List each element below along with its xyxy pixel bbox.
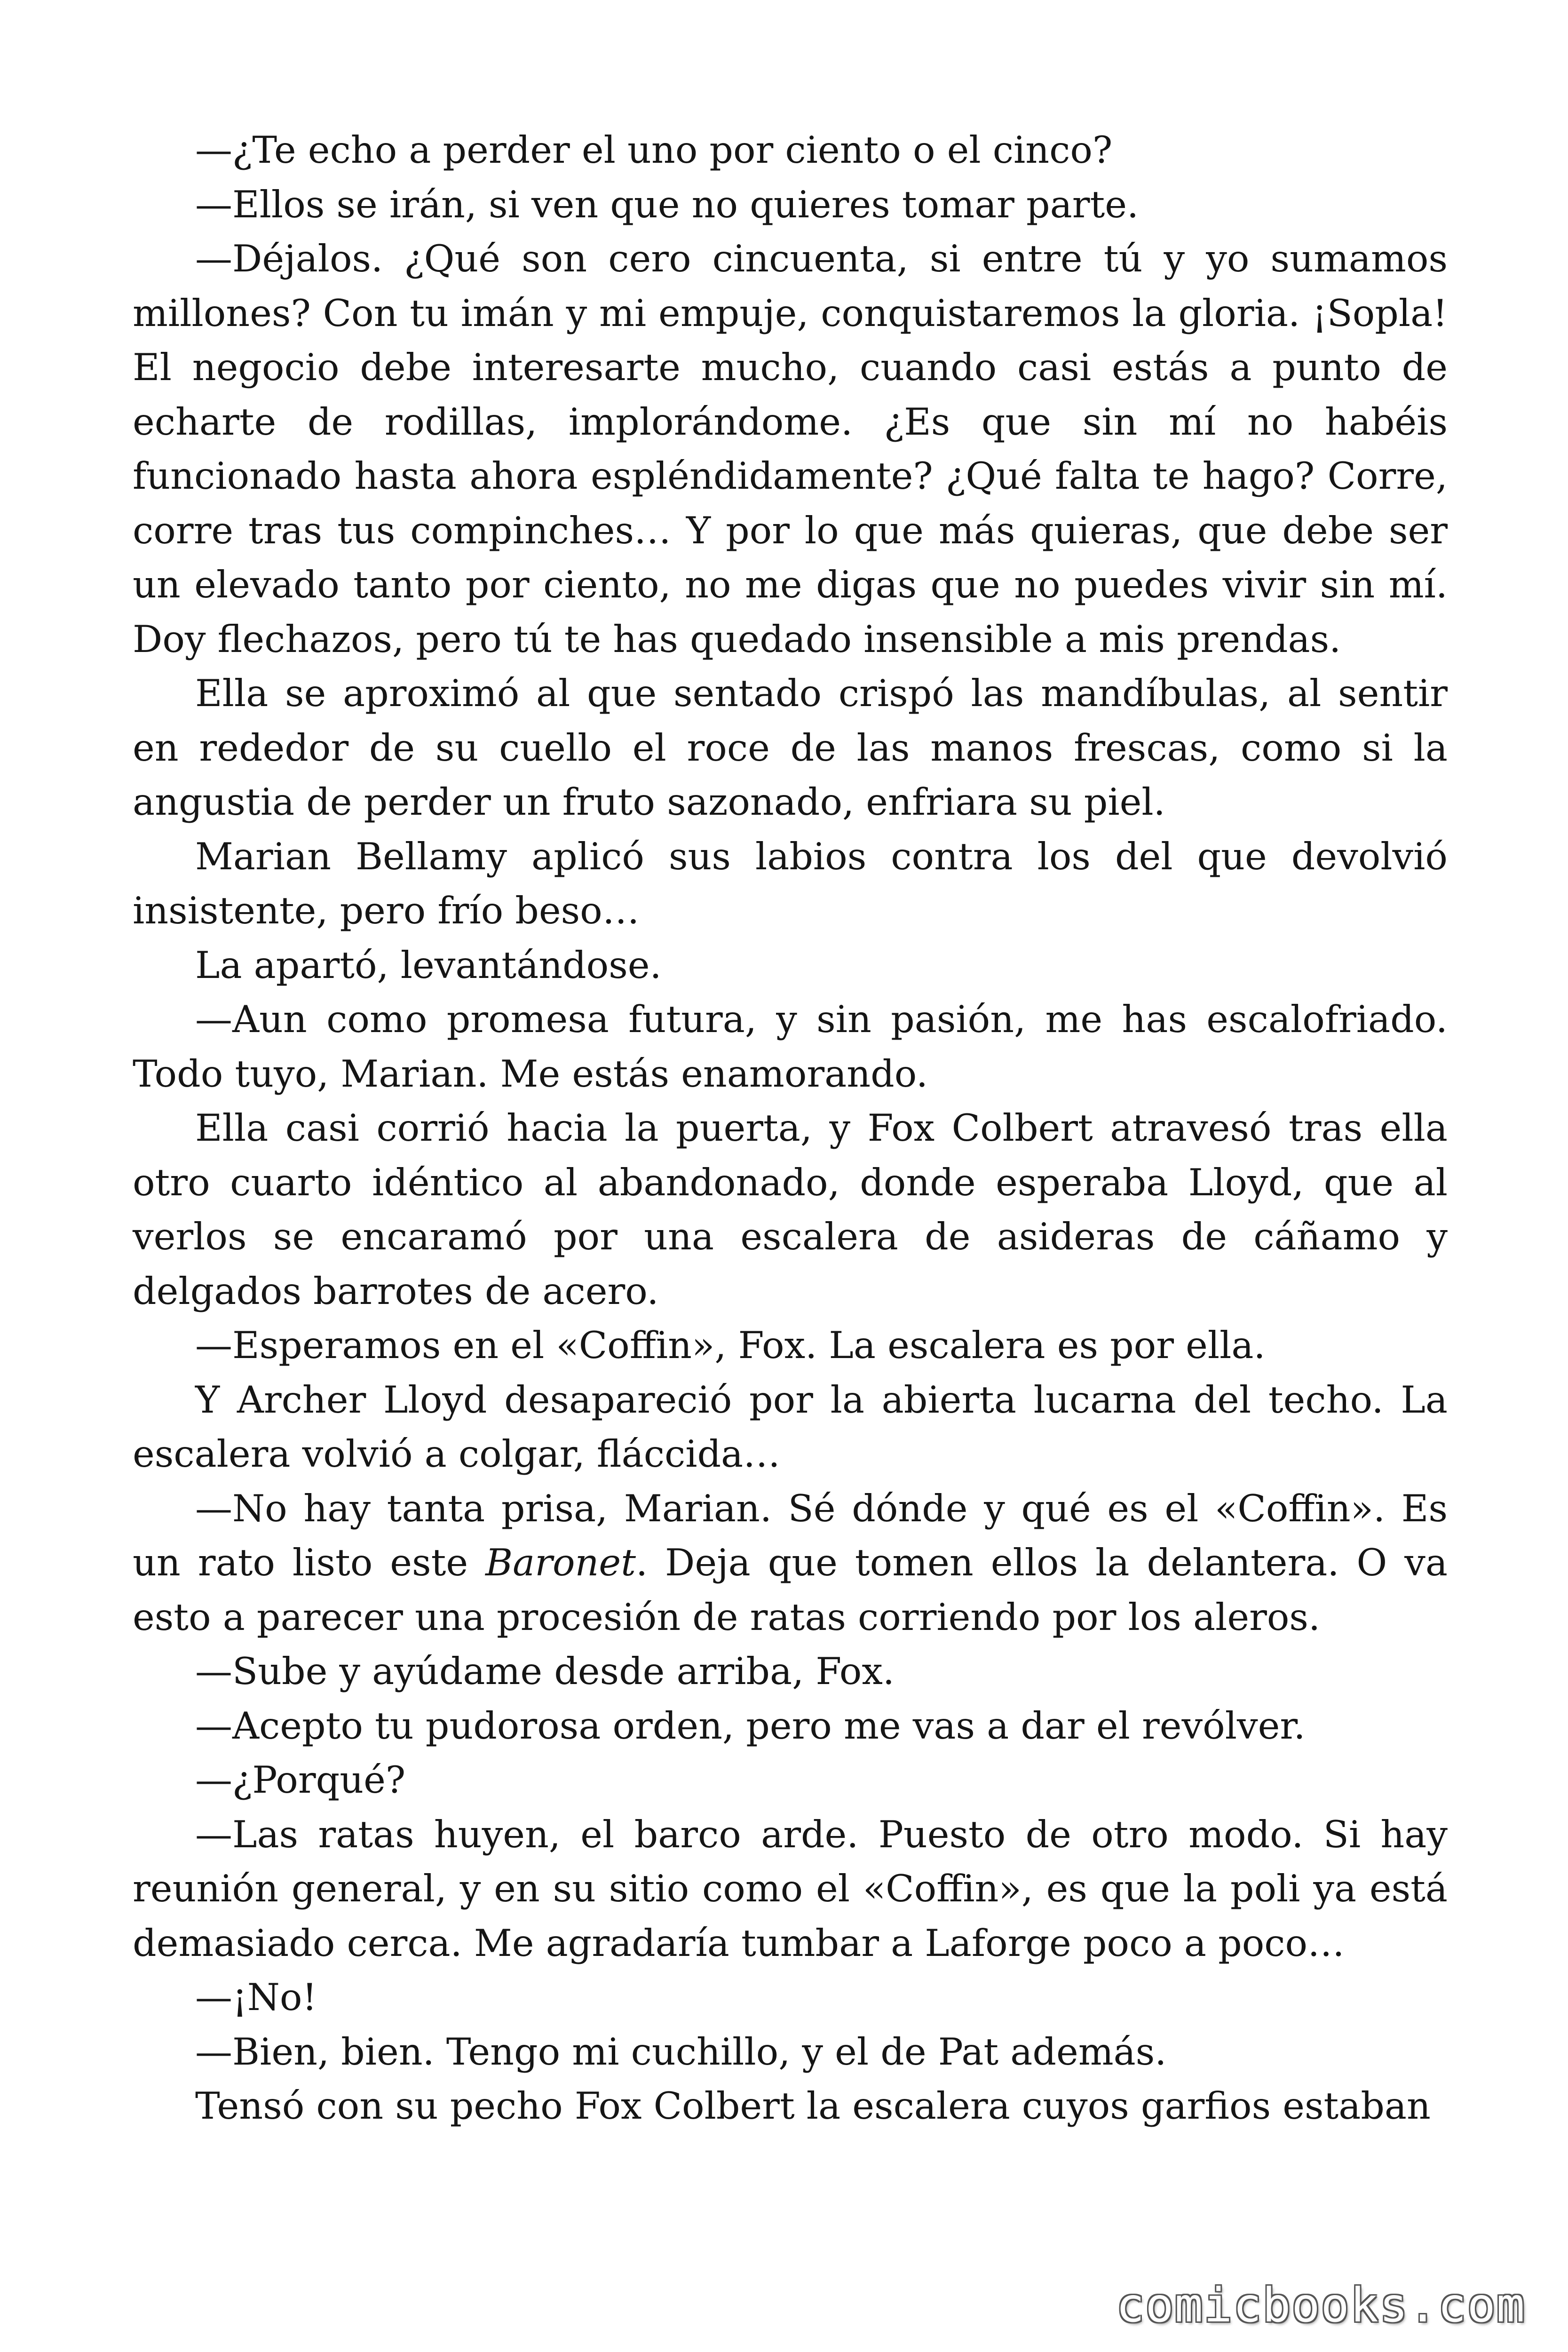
paragraph: —Aun como promesa futura, y sin pasión, me has escalofriado. Todo tuyo, Marian. Me estás enamorando. xyxy=(133,998,1448,1096)
paragraph: —Esperamos en el «Coffin», Fox. La escalera es por ella. xyxy=(195,1324,1266,1367)
paragraph: Marian Bellamy aplicó sus labios contra los del que devolvió insistente, pero frío beso… xyxy=(133,834,1448,932)
paragraph: —Déjalos. ¿Qué son cero cincuenta, si entre tú y yo sumamos millones? Con tu imán y mi empuje, conquistaremos la gloria. ¡Sopla! El negocio debe interesarte mucho, cuando casi estás a punto de echarte de rodillas, implorándome. ¿Es que sin mí no habéis funcionado hasta ahora espléndidamente? ¿Qué falta te hago? Corre, corre tras tus compinches… Y por lo que más quieras, que debe ser un elevado tanto por ciento, no me digas que no puedes vivir sin mí. Doy flechazos, pero tú te has quedado insensible a mis prendas. xyxy=(133,237,1448,661)
paragraph: Ella casi corrió hacia la puerta, y Fox Colbert atravesó tras ella otro cuarto idéntico al abandonado, donde esperaba Lloyd, que al verlos se encaramó por una escalera de asideras de cáñamo y delgados barrotes de acero. xyxy=(133,1106,1448,1313)
paragraph: —¿Te echo a perder el uno por ciento o el cinco? xyxy=(195,128,1113,172)
page-body xyxy=(133,123,1448,2134)
paragraph: —Acepto tu pudorosa orden, pero me vas a dar el revólver. xyxy=(195,1704,1306,1748)
paragraph: La apartó, levantándose. xyxy=(195,943,662,987)
paragraph: Tensó con su pecho Fox Colbert la escalera cuyos garfios estaban xyxy=(195,2084,1431,2128)
paragraph: —Sube y ayúdame desde arriba, Fox. xyxy=(195,1650,895,1693)
paragraph: —Las ratas huyen, el barco arde. Puesto de otro modo. Si hay reunión general, y en su sitio como el «Coffin», es que la poli ya está demasiado cerca. Me agradaría tumbar a Laforge poco a poco… xyxy=(133,1812,1448,1965)
paragraph: —¿Porqué? xyxy=(195,1758,406,1802)
paragraph: —No hay tanta prisa, Marian. Sé dónde y qué es el «Coffin». Es un rato listo este Baronet. Deja que tomen ellos la delantera. O va esto a parecer una procesión de ratas corriendo por los aleros. xyxy=(133,1486,1448,1639)
paragraph: —Bien, bien. Tengo mi cuchillo, y el de Pat además. xyxy=(195,2030,1167,2074)
paragraph: Ella se aproximó al que sentado crispó las mandíbulas, al sentir en rededor de su cuello el roce de las manos frescas, como si la angustia de perder un fruto sazonado, enfriara su piel. xyxy=(133,672,1448,824)
watermark: comicbooks.com xyxy=(1116,2278,1526,2333)
paragraph: Y Archer Lloyd desapareció por la abierta lucarna del techo. La escalera volvió a colgar, fláccida… xyxy=(133,1378,1448,1476)
paragraph: —Ellos se irán, si ven que no quieres tomar parte. xyxy=(195,183,1139,226)
paragraph: —¡No! xyxy=(195,1976,317,2019)
italic-word: Baronet xyxy=(485,1541,636,1584)
